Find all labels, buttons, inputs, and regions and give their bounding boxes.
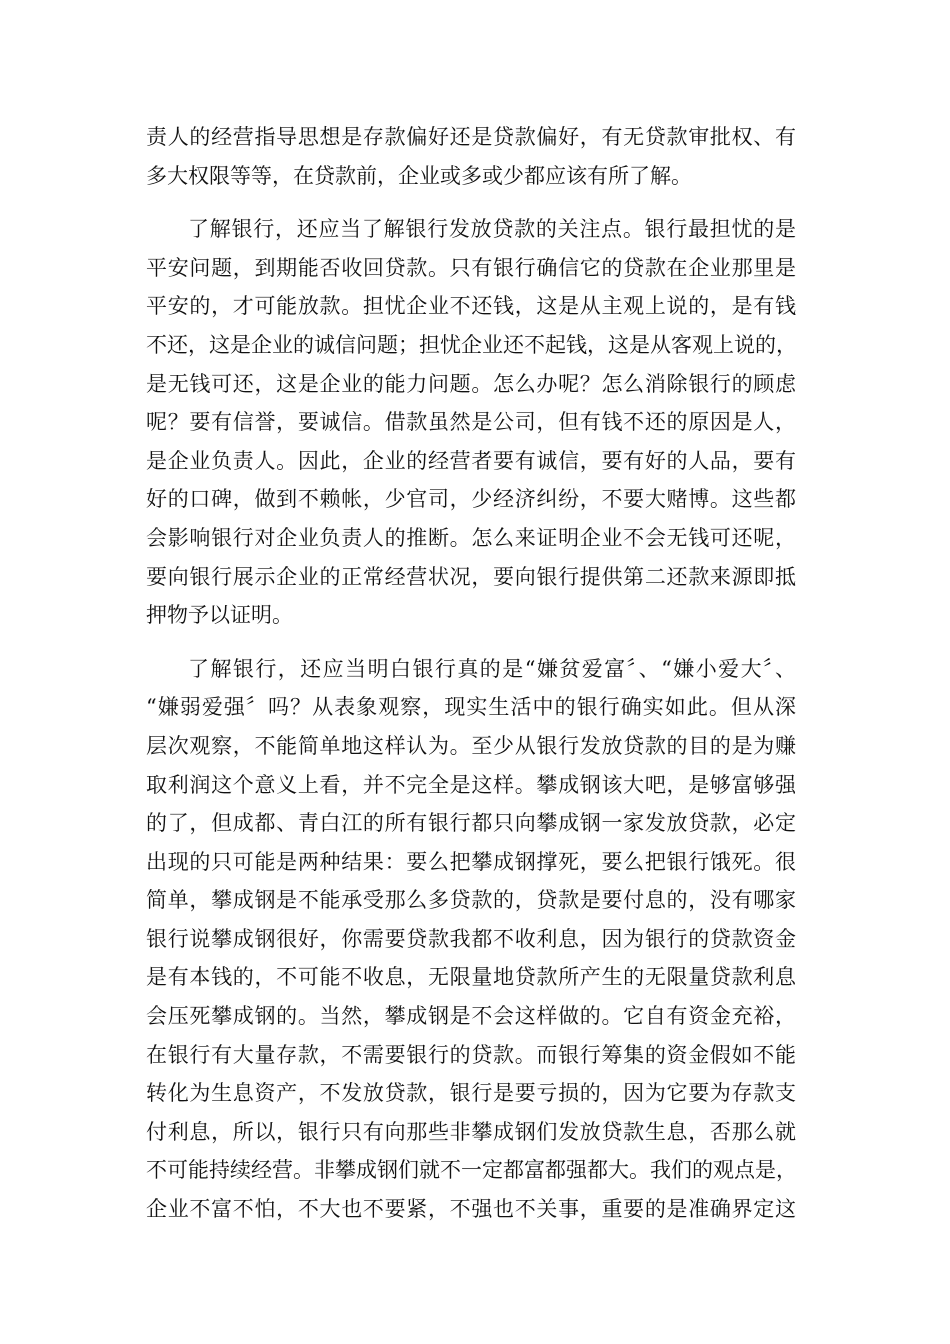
paragraph-1 xyxy=(146,118,796,195)
text-line: 银行说攀成钢很好，你需要贷款我都不收利息，因为银行的贷款资金 xyxy=(146,926,796,951)
text-line: 转化为生息资产，不发放贷款，银行是要亏损的，因为它要为存款支 xyxy=(146,1081,796,1106)
text-line: 不可能持续经营。非攀成钢们就不一定都富都强都大。我们的观点是， xyxy=(146,1158,797,1183)
text-line: 押物予以证明。 xyxy=(146,603,293,628)
text-line: 的了，但成都、青白江的所有银行都只向攀成钢一家发放贷款，必定 xyxy=(146,811,796,836)
text-line: 平安问题，到期能否收回贷款。只有银行确信它的贷款在企业那里是 xyxy=(146,255,796,280)
text-line: 多大权限等等，在贷款前，企业或多或少都应该有所了解。 xyxy=(146,163,692,188)
paragraph-3 xyxy=(146,650,796,1229)
text-line: 是有本钱的，不可能不收息，无限量地贷款所产生的无限量贷款利息 xyxy=(146,965,796,990)
text-line: 是无钱可还，这是企业的能力问题。怎么办呢？怎么消除银行的顾虑 xyxy=(146,371,796,396)
text-line: 出现的只可能是两种结果：要么把攀成钢撑死，要么把银行饿死。很 xyxy=(146,849,796,874)
text-line: 会影响银行对企业负责人的推断。怎么来证明企业不会无钱可还呢， xyxy=(146,525,796,550)
text-line: 在银行有大量存款，不需要银行的贷款。而银行筹集的资金假如不能 xyxy=(146,1042,796,1067)
text-line: 了解银行，还应当明白银行真的是“嫌贫爱富〞、“嫌小爱大〞、 xyxy=(188,656,796,681)
text-line: 要向银行展示企业的正常经营状况，要向银行提供第二还款来源即抵 xyxy=(146,564,796,589)
body-text xyxy=(146,118,796,1229)
text-line: 会压死攀成钢的。当然，攀成钢是不会这样做的。它自有资金充裕， xyxy=(146,1004,796,1029)
text-line: 平安的，才可能放款。担忧企业不还钱，这是从主观上说的，是有钱 xyxy=(146,294,796,319)
text-line: 取利润这个意义上看，并不完全是这样。攀成钢该大吧，是够富够强 xyxy=(146,772,796,797)
text-line: 了解银行，还应当了解银行发放贷款的关注点。银行最担忧的是 xyxy=(188,217,796,242)
paragraph-2 xyxy=(146,210,796,635)
text-line: 简单，攀成钢是不能承受那么多贷款的，贷款是要付息的，没有哪家 xyxy=(146,888,796,913)
text-line: 不还，这是企业的诚信问题；担忧企业还不起钱，这是从客观上说的， xyxy=(146,332,797,357)
text-line: “嫌弱爱强〞吗？从表象观察，现实生活中的银行确实如此。但从深 xyxy=(146,695,796,720)
text-line: 层次观察，不能简单地这样认为。至少从银行发放贷款的目的是为赚 xyxy=(146,733,796,758)
text-line: 企业不富不怕，不大也不要紧，不强也不关事，重要的是准确界定这 xyxy=(146,1197,796,1222)
text-line: 呢？要有信誉，要诚信。借款虽然是公司，但有钱不还的原因是人， xyxy=(146,410,796,435)
text-line: 是企业负责人。因此，企业的经营者要有诚信，要有好的人品，要有 xyxy=(146,448,796,473)
text-line: 付利息，所以，银行只有向那些非攀成钢们发放贷款生息，否那么就 xyxy=(146,1119,796,1144)
text-line: 责人的经营指导思想是存款偏好还是贷款偏好，有无贷款审批权、有 xyxy=(146,125,796,149)
text-line: 好的口碑，做到不赖帐，少官司，少经济纠纷，不要大赌博。这些都 xyxy=(146,487,796,512)
